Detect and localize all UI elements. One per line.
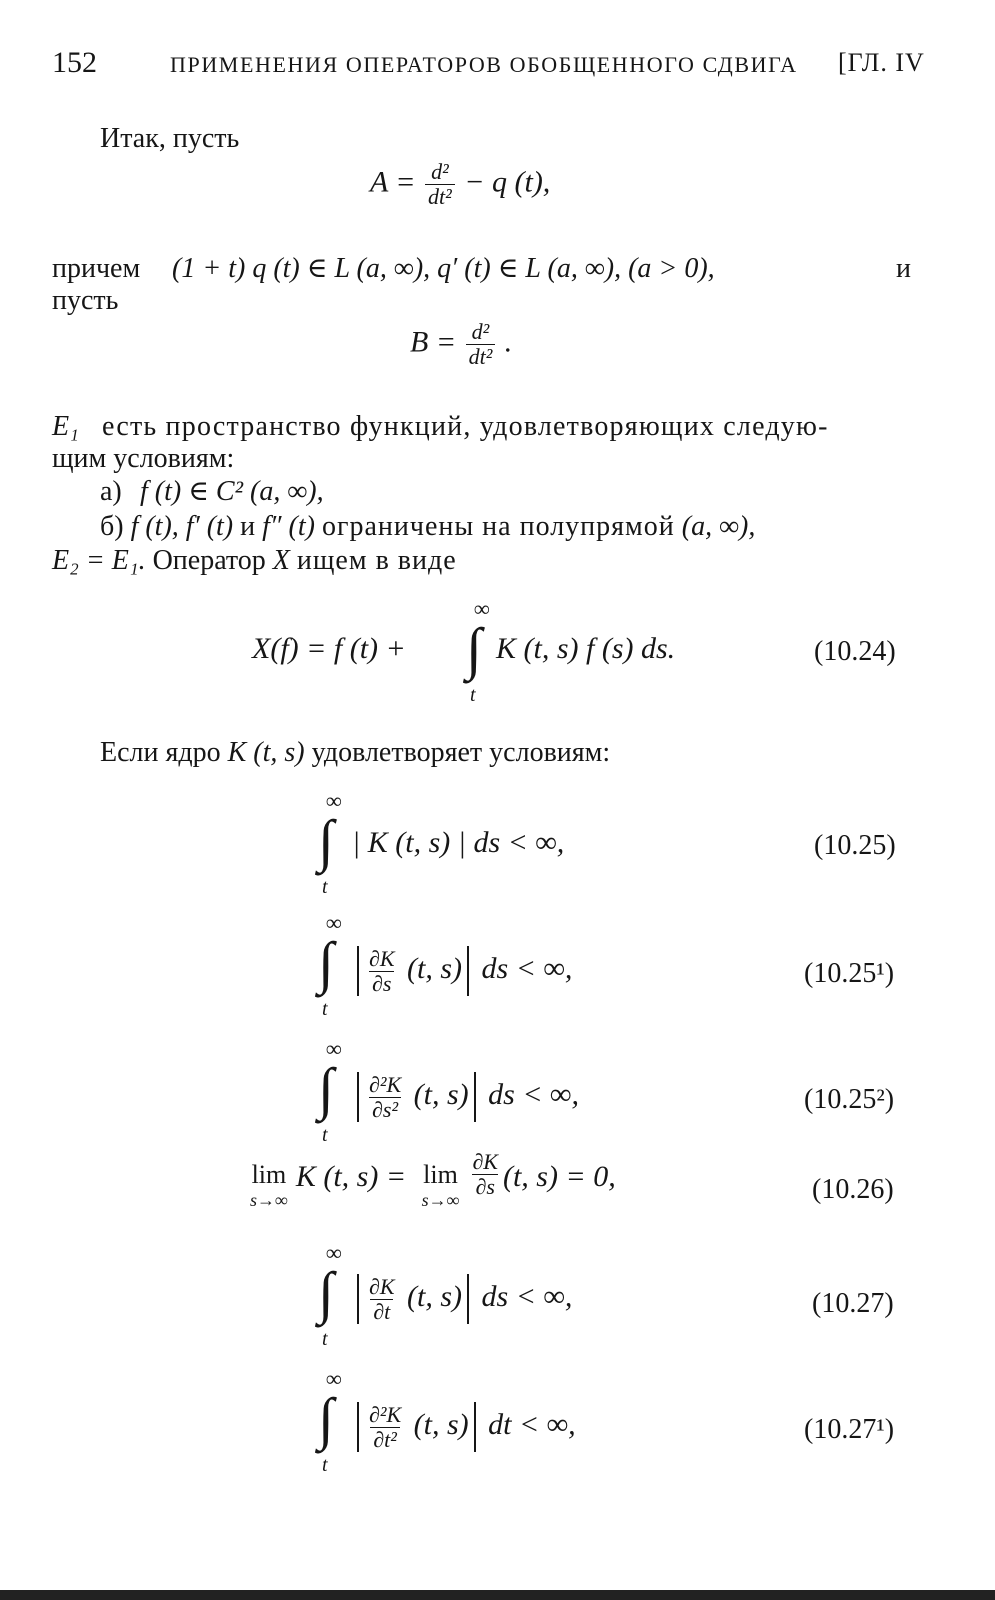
abs-bar-left: [357, 1274, 359, 1324]
eq10252-args: (t, s): [413, 1077, 469, 1111]
eq10271-tail: dt < ∞,: [488, 1407, 576, 1441]
integral-sign-icon: ∫: [318, 1260, 334, 1325]
space-line-1: есть пространство функций, удовлетворяющих следую-: [102, 411, 829, 442]
integral-sign-icon: ∫: [318, 930, 334, 995]
kernel-text-1: Если ядро: [100, 737, 221, 768]
kernel-math: K (t, s): [227, 737, 305, 768]
eq1025-tag: (10.25): [814, 830, 896, 861]
eqB-dot: .: [504, 325, 513, 359]
eq1027-denominator: ∂t: [370, 1299, 393, 1324]
eq10252-tag: (10.25²): [804, 1084, 895, 1115]
eq10271-body: [352, 1402, 576, 1452]
item-b-line: [100, 510, 912, 544]
eq10252-body: [352, 1072, 579, 1122]
eq1027-tag: (10.27): [812, 1288, 894, 1319]
integral-sign-icon: ∫: [318, 808, 334, 873]
eq10252-denominator: ∂s²: [369, 1097, 401, 1122]
eq1024-lhs: X(f) = f (t) +: [252, 632, 406, 665]
condition-and: и: [896, 253, 911, 284]
abs-bar-left: [357, 946, 359, 996]
eq10271-upper-limit: ∞: [326, 1366, 342, 1391]
eq1025-lower-limit: t: [322, 876, 328, 898]
abs-bar-right: [474, 1402, 476, 1452]
eq10271-tag: (10.27¹): [804, 1414, 895, 1445]
eq10251-tail: ds < ∞,: [481, 951, 573, 985]
eqA-lhs: A =: [370, 165, 416, 199]
eq1026-tag: (10.26): [812, 1174, 894, 1205]
eq1026-limit-2: [422, 1160, 460, 1210]
eq10271-lower-limit: t: [322, 1454, 328, 1476]
eq1024-upper-limit: ∞: [474, 596, 490, 621]
e2-math: E₂ = E₁.: [52, 545, 146, 576]
equation-A: [370, 160, 550, 209]
abs-bar-right: [467, 1274, 469, 1324]
condition-word: причем: [52, 253, 141, 284]
chapter-label: [ГЛ. IV: [838, 48, 925, 77]
eq1024-lower-limit: t: [470, 684, 476, 706]
eq10252-fraction: [366, 1073, 404, 1122]
eq1026-tail: (t, s) = 0,: [502, 1160, 616, 1193]
abs-bar-right: [474, 1072, 476, 1122]
eq10251-body: [352, 946, 572, 996]
integral-sign-icon: ∫: [318, 1386, 334, 1451]
eq10252-lower-limit: t: [322, 1124, 328, 1146]
eq1026-mid: K (t, s) =: [295, 1160, 407, 1193]
abs-bar-right: [467, 946, 469, 996]
eqA-denominator: dt²: [425, 184, 455, 209]
eq10251-tag: (10.25¹): [804, 958, 895, 989]
eq1027-body: [352, 1274, 572, 1324]
eq10251-numerator: ∂K: [369, 945, 395, 971]
integral-sign-icon: ∫: [318, 1056, 334, 1121]
eqA-fraction: [425, 160, 455, 209]
eq10252-numerator: ∂²K: [369, 1071, 402, 1097]
integral-sign-icon: ∫: [466, 616, 482, 681]
item-a-label: а): [100, 476, 122, 507]
item-b-math-2: f″ (t): [262, 511, 315, 542]
eqB-denominator: dt²: [466, 344, 496, 369]
e2-operator-X: X: [272, 545, 290, 576]
eq1025-upper-limit: ∞: [326, 788, 342, 813]
condition-math: (1 + t) q (t) ∈ L (a, ∞), q′ (t) ∈ L (a, ∞), (a > 0),: [172, 253, 715, 284]
abs-bar-left: [357, 1402, 359, 1452]
eqA-rhs: − q (t),: [464, 165, 551, 199]
eq1026-numerator: ∂K: [472, 1149, 498, 1174]
eq1026-limit-1: [250, 1160, 288, 1210]
eq1027-fraction: [366, 1275, 398, 1324]
eq10251-lower-limit: t: [322, 998, 328, 1020]
equation-B: [410, 320, 512, 369]
eq1024-tag: (10.24): [814, 636, 896, 667]
eq10271-denominator: ∂t²: [370, 1427, 400, 1452]
eq10251-args: (t, s): [407, 951, 463, 985]
eq1027-lower-limit: t: [322, 1328, 328, 1350]
eq1027-tail: ds < ∞,: [481, 1279, 573, 1313]
eq10251-upper-limit: ∞: [326, 910, 342, 935]
eqB-fraction: [466, 320, 496, 369]
kernel-line: [100, 736, 610, 770]
eq1027-args: (t, s): [407, 1279, 463, 1313]
lim-word: lim: [251, 1160, 287, 1189]
running-title: ПРИМЕНЕНИЯ ОПЕРАТОРОВ ОБОБЩЕННОГО СДВИГА: [170, 52, 798, 77]
operator-line: [52, 544, 457, 578]
eq1025-body: | K (t, s) | ds < ∞,: [352, 826, 565, 859]
eq1027-upper-limit: ∞: [326, 1240, 342, 1265]
page-edge-divider: [0, 1590, 995, 1600]
eq1026-body: [250, 1149, 616, 1210]
item-b-math-1: f (t), f′ (t): [130, 511, 234, 542]
eq10271-numerator: ∂²K: [369, 1401, 402, 1427]
item-b-text: ограничены на полупрямой: [321, 511, 675, 542]
lim-subscript: s→∞: [250, 1190, 288, 1210]
eq10271-fraction: [366, 1403, 404, 1452]
eqA-numerator: d²: [431, 159, 449, 184]
item-b-math-3: (a, ∞),: [681, 511, 756, 542]
eq1026-fraction: [469, 1150, 501, 1199]
page-number: 152: [52, 46, 97, 79]
eq1026-denominator: ∂s: [472, 1174, 497, 1199]
intro-text: Итак, пусть: [100, 123, 240, 154]
lim-subscript: s→∞: [421, 1190, 460, 1210]
space-symbol: E₁: [52, 411, 79, 442]
let-text: пусть: [52, 285, 119, 316]
eqB-lhs: B =: [410, 325, 457, 359]
eq10251-fraction: [366, 947, 398, 996]
item-a-math: f (t) ∈ C² (a, ∞),: [140, 476, 324, 507]
eq10271-args: (t, s): [413, 1407, 469, 1441]
eq10252-upper-limit: ∞: [326, 1036, 342, 1061]
e2-text-2: ищем в виде: [296, 545, 457, 576]
item-b-and: и: [240, 511, 256, 542]
eq10252-tail: ds < ∞,: [488, 1077, 579, 1111]
kernel-text-2: удовлетворяет условиям:: [311, 737, 611, 768]
eq1024-body: K (t, s) f (s) ds.: [496, 632, 676, 665]
e2-text: Оператор: [152, 545, 266, 576]
lim-word: lim: [423, 1160, 458, 1189]
item-b-label: б): [100, 511, 124, 542]
eqB-numerator: d²: [471, 319, 490, 344]
eq10251-denominator: ∂s: [369, 971, 394, 996]
eq1027-numerator: ∂K: [369, 1273, 395, 1299]
abs-bar-left: [357, 1072, 359, 1122]
space-line-2: щим условиям:: [52, 443, 235, 474]
